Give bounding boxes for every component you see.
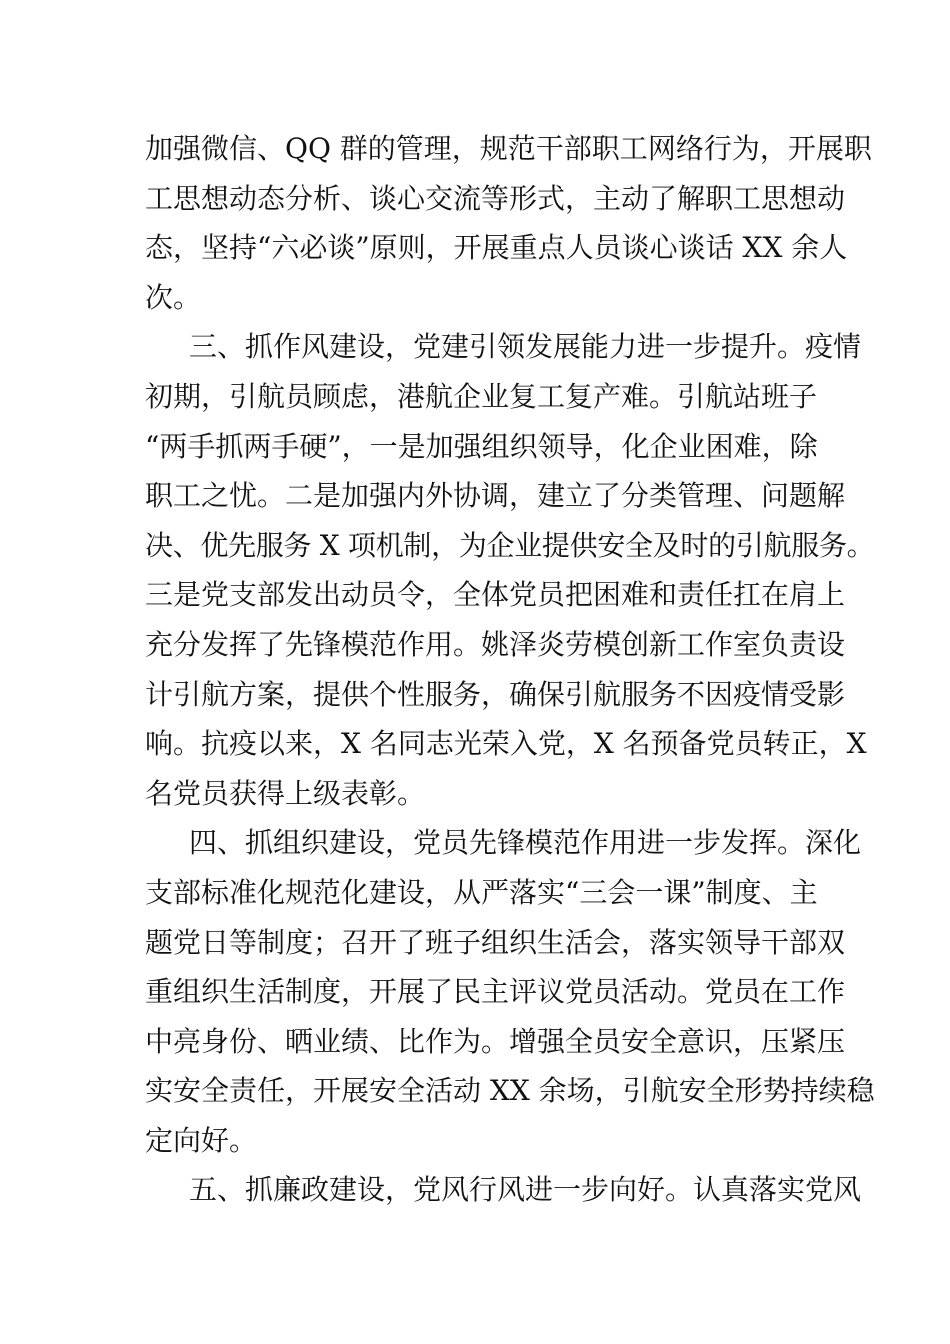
text-line: 次。 (145, 280, 202, 314)
text-line: 决、优先服务 X 项机制，为企业提供安全及时的引航服务。 (145, 528, 875, 562)
text-line: 三是党支部发出动员令，全体党员把困难和责任扛在肩上 (145, 578, 846, 612)
text-line: 实安全责任，开展安全活动 XX 余场，引航安全形势持续稳 (145, 1074, 875, 1108)
text-line: 名党员获得上级表彰。 (145, 776, 426, 810)
text-line: 工思想动态分析、谈心交流等形式，主动了解职工思想动 (145, 181, 846, 215)
text-line: 中亮身份、晒业绩、比作为。增强全员安全意识，压紧压 (145, 1024, 846, 1058)
text-line: 定向好。 (145, 1123, 258, 1157)
text-line: 充分发挥了先锋模范作用。姚泽炎劳模创新工作室负责设 (145, 627, 846, 661)
text-line: 重组织生活制度，开展了民主评议党员活动。党员在工作 (145, 975, 846, 1009)
text-line: 题党日等制度；召开了班子组织生活会，落实领导干部双 (145, 925, 846, 959)
section-heading-line: 四、抓组织建设，党员先锋模范作用进一步发挥。深化 (189, 826, 862, 860)
section-heading-line: 五、抓廉政建设，党风行风进一步向好。认真落实党风 (189, 1173, 862, 1207)
text-line: 初期，引航员顾虑，港航企业复工复产难。引航站班子 (145, 379, 818, 413)
text-line: 职工之忧。二是加强内外协调，建立了分类管理、问题解 (145, 479, 846, 513)
text-line: 支部标准化规范化建设，从严落实“三会一课”制度、主 (145, 875, 818, 909)
text-line: 态，坚持“六必谈”原则，开展重点人员谈心谈话 XX 余人 (145, 231, 848, 265)
section-heading-line: 三、抓作风建设，党建引领发展能力进一步提升。疫情 (189, 330, 862, 364)
text-line: 加强微信、QQ 群的管理，规范干部职工网络行为，开展职 (145, 132, 872, 165)
text-line: 响。抗疫以来，X 名同志光荣入党，X 名预备党员转正，X (145, 727, 867, 761)
text-line: “两手抓两手硬”，一是加强组织领导，化企业困难，除 (145, 429, 818, 463)
text-line: 计引航方案，提供个性服务，确保引航服务不因疫情受影 (145, 677, 846, 711)
document-body (145, 124, 875, 1215)
